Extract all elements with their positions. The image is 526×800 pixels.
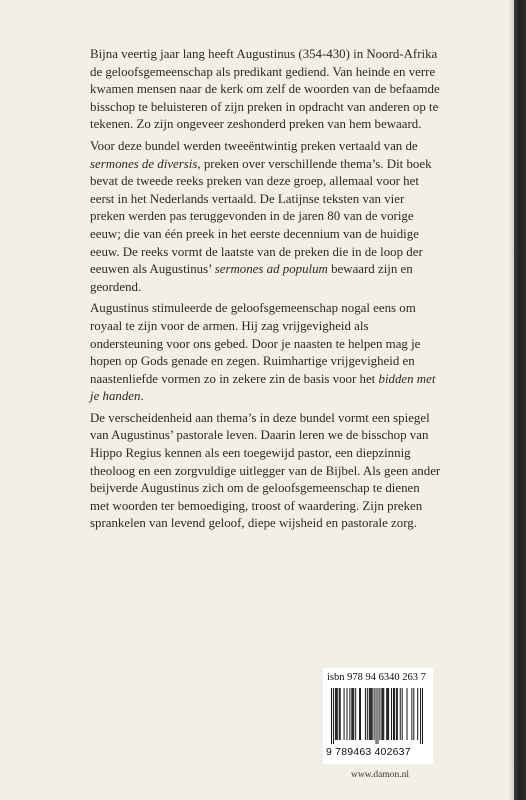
- barcode-bar: [377, 688, 378, 744]
- text-run: De verscheidenheid aan thema’s in deze bundel vormt een spiegel van Augustinus’ pastorale leven. Daarin leren we de bisschop van Hippo Regius kennen als een toegewijd pastor, een diepzinnig theoloog en een zorgvuldige uitlegger van de Bijbel. Als geen ander beijverde Augustinus zich om de geloofsgemeenschap te dienen met woorden ter bemoediging, troost of waardering. Zijn preken sprankelen van levend geloof, diepe wijsheid en pastorale zorg.: [90, 410, 441, 531]
- text-run: bewaard zijn en geordend.: [90, 262, 413, 294]
- barcode-bar: [360, 688, 361, 740]
- barcode-bar: [353, 688, 354, 740]
- barcode-bar: [337, 688, 338, 740]
- barcode-bar: [370, 688, 371, 740]
- italic-phrase: sermones ad populum: [214, 262, 328, 277]
- barcode-bar: [335, 688, 336, 740]
- blurb-text: [90, 46, 442, 537]
- text-run: .: [140, 389, 144, 404]
- blurb-paragraph-4: [90, 410, 442, 533]
- barcode-bar: [349, 688, 350, 740]
- barcode-bar: [336, 688, 337, 740]
- barcode-bar: [393, 688, 394, 740]
- barcode-bar: [383, 688, 384, 740]
- barcode-bar: [417, 688, 418, 740]
- barcode-bar: [333, 688, 334, 744]
- text-run: Augustinus stimuleerde de geloofsgemeenschap nogal eens om royaal te zijn voor de armen. Hij zag vrijgevigheid als ondersteuning voor ons gebed. Door je naasten te helpen mag je hopen op Gods genade en zegen. Ruimhartige vrijgevigheid en naastenliefde vormen zo in zekere zin de basis voor het: [90, 301, 421, 386]
- barcode-bar: [394, 688, 395, 740]
- barcode-bar: [407, 688, 408, 740]
- italic-phrase: sermones de diversis: [90, 156, 198, 171]
- barcode-bar: [396, 688, 397, 740]
- barcode-bar: [346, 688, 347, 740]
- barcode-bar: [367, 688, 368, 740]
- text-run: Voor deze bundel werden tweeëntwintig preken vertaald van de: [90, 138, 418, 153]
- barcode-bar: [391, 688, 392, 740]
- isbn-barcode-block: [323, 668, 433, 764]
- barcode-bar: [386, 688, 387, 740]
- italic-phrase: bidden met je handen: [90, 371, 436, 404]
- blurb-paragraph-3: [90, 300, 442, 406]
- barcode-bar: [340, 688, 341, 740]
- text-run: Bijna veertig jaar lang heeft Augustinus (354-430) in Noord-Afrika de geloofsgemeenschap als predikant gediend. Van heinde en verre kwamen mensen naar de kerk om zelf de woorden van de befaamde bisschop te beluisteren of zijn preken in opdracht van anderen op te tekenen. Zo zijn ongeveer zeshonderd preken van hem bewaard.: [90, 47, 440, 132]
- barcode-bar: [374, 688, 375, 740]
- barcode-bar: [376, 688, 377, 744]
- barcode-bar: [331, 688, 332, 744]
- barcode-image: [331, 688, 423, 744]
- barcode-bar: [355, 688, 356, 740]
- isbn-label: isbn 978 94 6340 263 7: [327, 672, 426, 683]
- barcode-bar: [422, 688, 423, 744]
- barcode-bar: [365, 688, 366, 740]
- text-run: , preken over verschillende thema’s. Dit boek bevat de tweede reeks preken van deze groep, allemaal voor het eerst in het Nederlands vertaald. De Latijnse teksten van vier preken werden pas teruggevonden in de jaren 80 van de vorige eeuw; die van één preek in het eerste decennium van de huidige eeuw. De reeks vormt de laatste van de preken die in de loop der eeuwen als Augustinus’: [90, 156, 432, 277]
- spine-shadow: [508, 0, 514, 800]
- barcode-bar: [382, 688, 383, 740]
- barcode-bar: [420, 688, 421, 744]
- barcode-bar: [351, 688, 352, 740]
- publisher-website: www.damon.nl: [351, 770, 409, 780]
- barcode-bar: [344, 688, 345, 740]
- barcode-bar: [413, 688, 414, 740]
- barcode-bar: [371, 688, 372, 740]
- barcode-number: 9 789463 402637: [326, 746, 411, 758]
- barcode-bar: [387, 688, 388, 740]
- barcode-bar: [411, 688, 412, 740]
- barcode-bar: [372, 688, 373, 740]
- barcode-bar: [352, 688, 353, 740]
- barcode-bar: [388, 688, 389, 740]
- barcode-bar: [369, 688, 370, 740]
- blurb-paragraph-1: [90, 46, 442, 134]
- barcode-bar: [379, 688, 380, 740]
- barcode-bar: [400, 688, 401, 740]
- barcode-bar: [397, 688, 398, 740]
- blurb-paragraph-2: [90, 138, 442, 296]
- book-spine-edge: [514, 0, 526, 800]
- barcode-bar: [339, 688, 340, 740]
- barcode-bar: [381, 688, 382, 740]
- barcode-bar: [359, 688, 360, 740]
- barcode-bar: [402, 688, 403, 740]
